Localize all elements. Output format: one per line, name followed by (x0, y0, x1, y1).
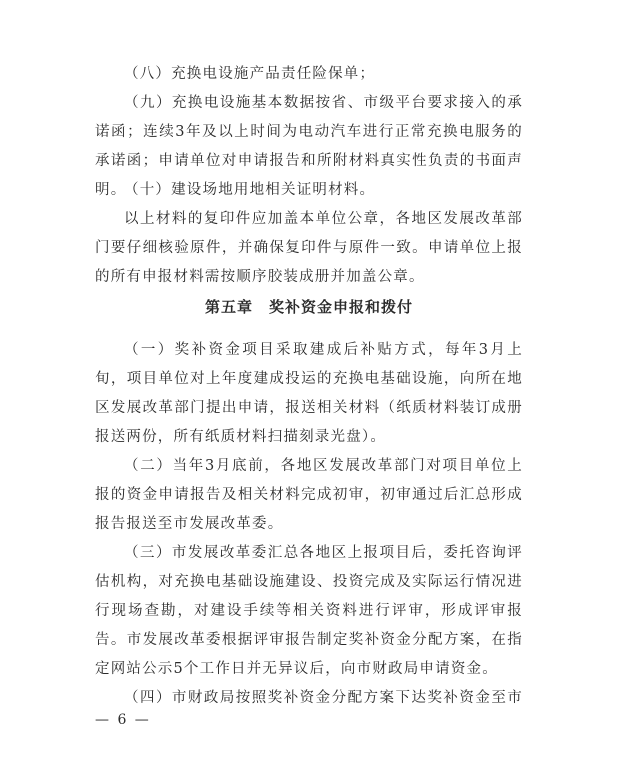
paragraph-item-8: （八）充换电设施产品责任险保单； (124, 66, 376, 82)
paragraph-materials-note: 以上材料的复印件应加盖本单位公章，各地区发展改革部门要仔细核验原件，并确保复印件与原件一致。申请单位上报的所有申报材料需按顺序胶装成册并加盖公章。 (95, 211, 523, 285)
paragraph-item-4: （四）市财政局按照奖补资金分配方案下达奖补资金至市 (124, 690, 523, 706)
paragraph-item-9: （九）充换电设施基本数据按省、市级平台要求接入的承诺函；连续3年及以上时间为电动汽车进行正常充换电服务的承诺函；申请单位对申请报告和所附材料真实性负责的书面声明。 (95, 95, 523, 198)
paragraph-item-10: （十）建设场地用地相关证明材料。 (124, 182, 376, 198)
paragraph-item-2: （二）当年3月底前，各地区发展改革部门对项目单位上报的资金申请报告及相关材料完成初审，初审通过后汇总形成报告报送至市发展改革委。 (95, 458, 523, 532)
chapter-heading: 第五章 奖补资金申报和拨付 (204, 298, 413, 316)
paragraph-item-1: （一）奖补资金项目采取建成后补贴方式，每年3月上旬，项目单位对上年度建成投运的充换电基础设施，向所在地区发展改革部门提出申请，报送相关材料（纸质材料装订成册报送两份，所有纸质材料扫描刻录光盘）。 (95, 342, 523, 445)
paragraph-item-3: （三）市发展改革委汇总各地区上报项目后，委托咨询评估机构，对充换电基础设施建设、投资完成及实际运行情况进行现场查勘，对建设手续等相关资料进行评审，形成评审报告。市发展改革委根据评审报告制定奖补资金分配方案，在指定网站公示5个工作日并无异议后，向市财政局申请资金。 (95, 545, 523, 677)
page-number: — 6 — (95, 712, 151, 728)
